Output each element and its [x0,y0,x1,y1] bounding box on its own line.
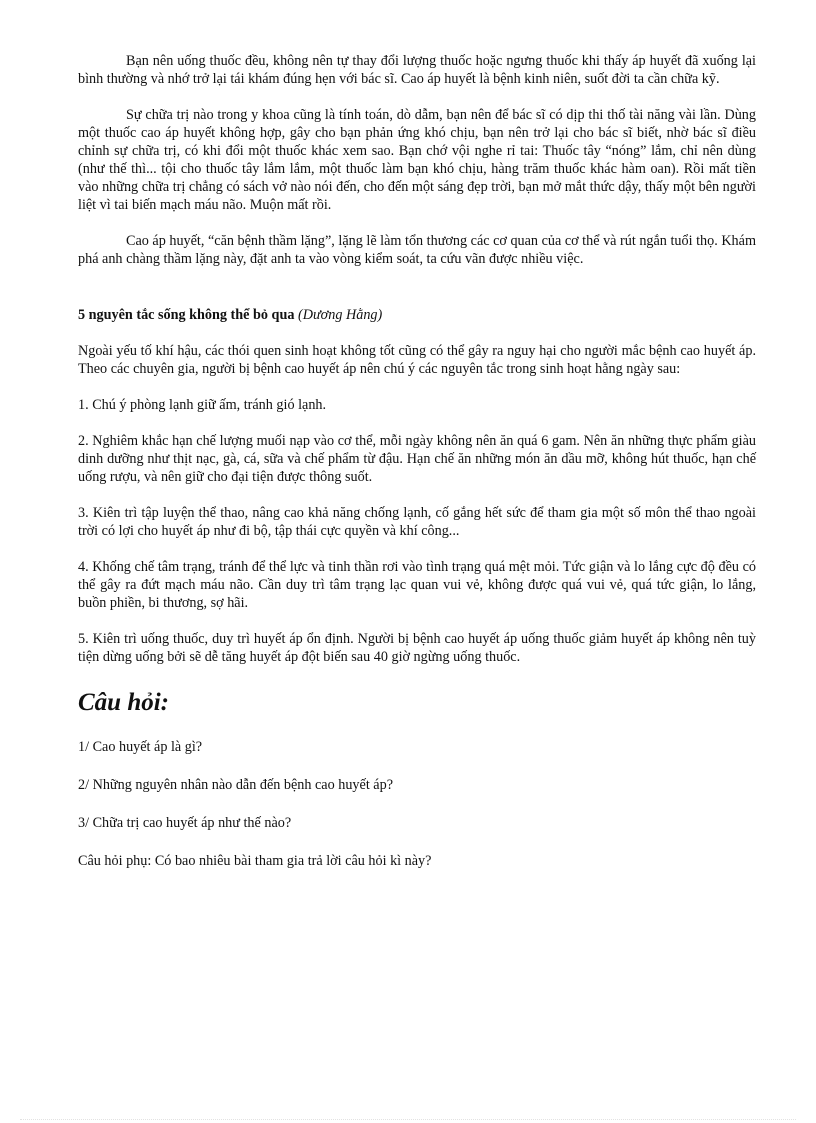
rule-item: 4. Khống chế tâm trạng, tránh để thể lực và tinh thần rơi vào tình trạng quá mệt mỏi. Tức giận và lo lắng cực độ đều có thể gây ra đứt mạch máu não. Cần duy trì tâm trạng lạc quan vui vẻ, không được quá vui vẻ, quá tức giận, lo lắng, buồn phiền, bi thương, sợ hãi. [78,559,756,611]
document-page [78,52,756,870]
questions-title: Câu hỏi: [78,689,170,716]
page-bottom-divider [20,1119,796,1120]
rule-item: 5. Kiên trì uống thuốc, duy trì huyết áp ổn định. Người bị bệnh cao huyết áp uống thuốc giảm huyết áp không nên tuỳ tiện dừng uống bởi sẽ dễ tăng huyết áp đột biến sau 40 giờ ngừng uống thuốc. [78,631,756,665]
intro-paragraph: Bạn nên uống thuốc đều, không nên tự thay đổi lượng thuốc hoặc ngưng thuốc khi thấy áp huyết đã xuống lại bình thường và nhớ trở lại tái khám đúng hẹn với bác sĩ. Cao áp huyết là bệnh kinh niên, suốt đời ta cần chữa kỹ. [78,53,756,87]
question-item: 3/ Chữa trị cao huyết áp như thế nào? [78,815,292,831]
question-item: 1/ Cao huyết áp là gì? [78,739,203,755]
rule-item: 2. Nghiêm khắc hạn chế lượng muối nạp vào cơ thể, mỗi ngày không nên ăn quá 6 gam. Nên ăn những thực phẩm giàu dinh dưỡng như thịt nạc, gà, cá, sữa và chế phẩm từ đậu. Hạn chế ăn những món ăn dầu mỡ, không hút thuốc, hạn chế uống rượu, và nên giữ cho đại tiện được thông suốt. [78,433,756,485]
intro-paragraph: Cao áp huyết, “căn bệnh thầm lặng”, lặng lẽ làm tổn thương các cơ quan của cơ thể và rút ngắn tuổi thọ. Khám phá anh chàng thầm lặng này, đặt anh ta vào vòng kiểm soát, ta cứu vãn được nhiều việc. [78,233,756,267]
question-item: 2/ Những nguyên nhân nào dẫn đến bệnh cao huyết áp? [78,777,393,793]
section-intro: Ngoài yếu tố khí hậu, các thói quen sinh hoạt không tốt cũng có thể gây ra nguy hại cho người mắc bệnh cao huyết áp. Theo các chuyên gia, người bị bệnh cao huyết áp nên chú ý các nguyên tắc trong sinh hoạt hằng ngày sau: [78,343,756,377]
section-heading [78,306,756,324]
question-item: Câu hỏi phụ: Có bao nhiêu bài tham gia trả lời câu hỏi kì này? [78,853,432,869]
rule-item: 1. Chú ý phòng lạnh giữ ấm, tránh gió lạnh. [78,397,327,413]
rule-item: 3. Kiên trì tập luyện thể thao, nâng cao khả năng chống lạnh, cố gắng hết sức để tham gia một số môn thể thao ngoài trời có lợi cho huyết áp như đi bộ, tập thái cực quyền và khí công... [78,505,756,539]
section-author: (Dương Hằng) [297,307,383,323]
section-title: 5 nguyên tắc sống không thể bỏ qua [78,307,295,323]
intro-paragraph: Sự chữa trị nào trong y khoa cũng là tính toán, dò dẫm, bạn nên để bác sĩ có dịp thi thố tài năng vài lần. Dùng một thuốc cao áp huyết không hợp, gây cho bạn phản ứng khó chịu, bạn nên trở lại cho bác sĩ biết, nhờ bác sĩ điều chỉnh sự chữa trị, có khi đổi một thuốc khác xem sao. Bạn chớ vội nghe rỉ tai: Thuốc tây “nóng” lắm, chỉ nên dùng (như thế thì... tội cho thuốc tây lắm lắm, một thuốc làm bạn khó chịu, hàng trăm thuốc khác hàm oan). Rồi mất tiền vào những chữa trị chẳng có sách vở nào nói đến, cho đến một sáng đẹp trời, bạn mở mắt thức dậy, thấy một bên người liệt vì tai biến mạch máu não. Muộn mất rồi. [78,107,756,213]
